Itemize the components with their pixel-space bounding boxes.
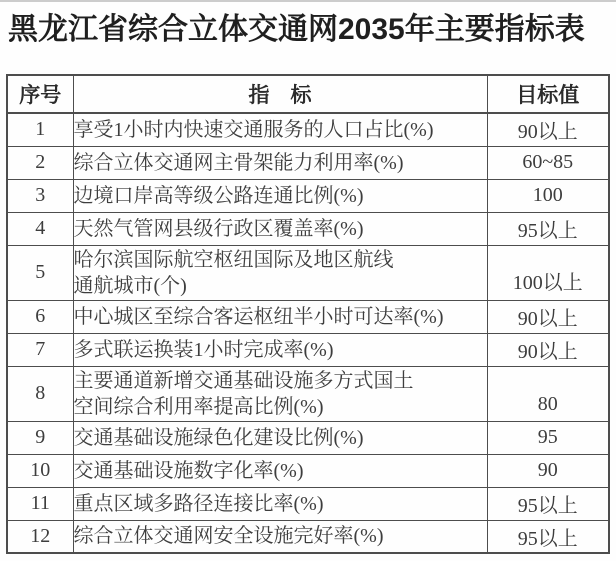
row-indicator: 享受1小时内快速交通服务的人口占比(%) xyxy=(73,113,487,146)
row-indicator: 主要通道新增交通基础设施多方式国土 空间综合利用率提高比例(%) xyxy=(73,366,487,421)
row-indicator: 综合立体交通网主骨架能力利用率(%) xyxy=(73,146,487,179)
row-indicator: 综合立体交通网安全设施完好率(%) xyxy=(73,520,487,553)
row-indicator: 多式联运换装1小时完成率(%) xyxy=(73,333,487,366)
row-serial: 5 xyxy=(7,245,73,300)
table-row xyxy=(7,520,609,553)
row-serial: 12 xyxy=(7,520,73,553)
row-serial: 1 xyxy=(7,113,73,146)
row-target: 95 xyxy=(487,421,609,454)
row-target: 80 xyxy=(487,366,609,421)
row-indicator: 中心城区至综合客运枢纽半小时可达率(%) xyxy=(73,300,487,333)
header-indicator: 指 标 xyxy=(73,75,487,113)
row-target: 95以上 xyxy=(487,212,609,245)
row-target: 90以上 xyxy=(487,113,609,146)
table-row xyxy=(7,212,609,245)
table-row xyxy=(7,113,609,146)
row-target: 95以上 xyxy=(487,520,609,553)
row-indicator: 哈尔滨国际航空枢纽国际及地区航线 通航城市(个) xyxy=(73,245,487,300)
row-serial: 7 xyxy=(7,333,73,366)
table-row xyxy=(7,179,609,212)
row-target: 95以上 xyxy=(487,487,609,520)
table-row xyxy=(7,146,609,179)
table-row xyxy=(7,333,609,366)
table-row xyxy=(7,245,609,300)
row-serial: 4 xyxy=(7,212,73,245)
row-serial: 11 xyxy=(7,487,73,520)
row-indicator: 重点区域多路径连接比率(%) xyxy=(73,487,487,520)
row-target: 90以上 xyxy=(487,333,609,366)
row-serial: 6 xyxy=(7,300,73,333)
row-serial: 8 xyxy=(7,366,73,421)
table-row xyxy=(7,366,609,421)
header-target: 目标值 xyxy=(487,75,609,113)
header-serial: 序号 xyxy=(7,75,73,113)
header-row xyxy=(7,75,609,113)
row-target: 100 xyxy=(487,179,609,212)
row-serial: 3 xyxy=(7,179,73,212)
row-serial: 10 xyxy=(7,454,73,487)
top-divider xyxy=(0,0,616,2)
row-target: 60~85 xyxy=(487,146,609,179)
row-indicator: 边境口岸高等级公路连通比例(%) xyxy=(73,179,487,212)
table-row xyxy=(7,487,609,520)
row-serial: 9 xyxy=(7,421,73,454)
page-title: 黑龙江省综合立体交通网2035年主要指标表 xyxy=(8,13,585,46)
table-row xyxy=(7,300,609,333)
indicators-table xyxy=(6,74,610,554)
table-row xyxy=(7,421,609,454)
row-target: 90 xyxy=(487,454,609,487)
row-indicator: 天然气管网县级行政区覆盖率(%) xyxy=(73,212,487,245)
row-serial: 2 xyxy=(7,146,73,179)
table-body xyxy=(7,113,609,553)
row-target: 90以上 xyxy=(487,300,609,333)
table-row xyxy=(7,454,609,487)
row-indicator: 交通基础设施绿色化建设比例(%) xyxy=(73,421,487,454)
row-indicator: 交通基础设施数字化率(%) xyxy=(73,454,487,487)
row-target: 100以上 xyxy=(487,245,609,300)
